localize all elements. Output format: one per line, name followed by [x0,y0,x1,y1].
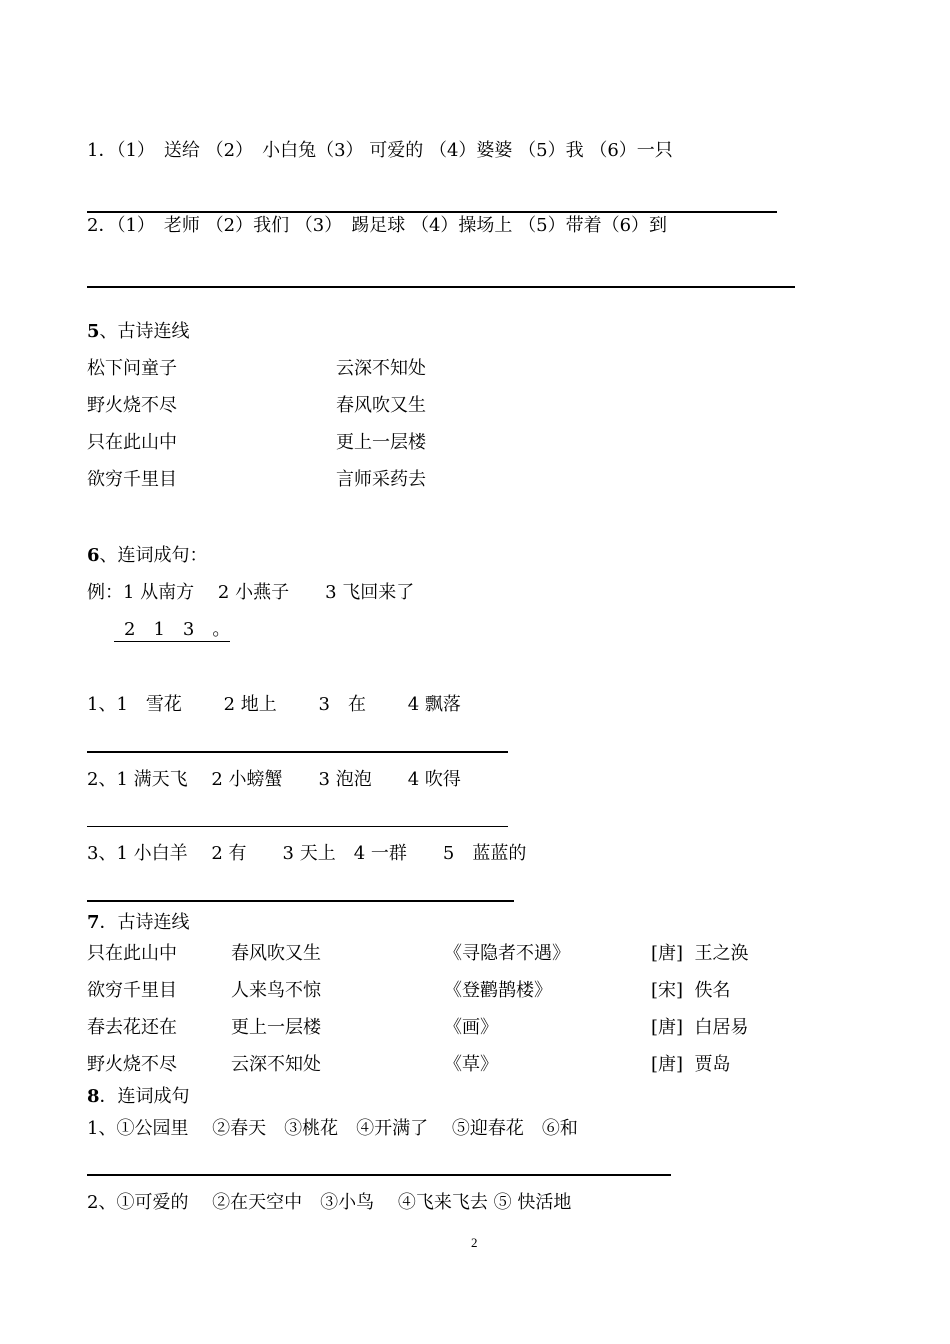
page-number: 2 [471,1235,478,1250]
poem-left-line: 野火烧不尽 [87,395,177,416]
poem-line: 春去花还在 [87,1017,177,1038]
section-number: 6 [87,545,100,566]
poem-title: 《草》 [444,1054,498,1075]
example-answer-underline [114,641,230,642]
section-8-heading [87,1086,190,1108]
section-number: 8 [87,1086,100,1107]
section-number: 7 [87,912,100,933]
reorder-question: 1、1 雪花 2 地上 3 在 4 飘落 [87,694,461,715]
poem-right-line: 云深不知处 [336,358,426,379]
reorder-question: 2、①可爱的 ②在天空中 ③小鸟 ④飞来飞去 ⑤ 快活地 [87,1192,572,1213]
poem-line: 更上一层楼 [231,1017,321,1038]
example-line: 例：1 从南方 2 小燕子 3 飞回来了 [87,582,415,603]
answer-line [87,211,777,213]
section-title: ．连词成句 [99,1086,190,1107]
poem-line: 只在此山中 [87,943,177,964]
poem-author: [宋] 佚名 [651,980,731,1001]
answer-line [87,751,508,753]
reorder-question: 1、①公园里 ②春天 ③桃花 ④开满了 ⑤迎春花 ⑥和 [87,1118,578,1139]
poem-title: 《寻隐者不遇》 [444,943,570,964]
poem-line: 人来鸟不惊 [231,980,321,1001]
poem-line: 春风吹又生 [231,943,321,964]
poem-left-line: 只在此山中 [87,432,177,453]
poem-right-line: 更上一层楼 [336,432,426,453]
section-6-heading [87,545,208,567]
answer-line [87,1174,671,1176]
poem-author: [唐] 贾岛 [651,1054,731,1075]
poem-line: 云深不知处 [231,1054,321,1075]
reorder-item-1: 1．（1） 送给 （2） 小白兔（3） 可爱的 （4）婆婆 （5）我 （6）一只 [87,140,673,161]
poem-title: 《登鹳鹊楼》 [444,980,552,1001]
reorder-question: 3、1 小白羊 2 有 3 天上 4 一群 5 蓝蓝的 [87,843,527,864]
poem-right-line: 言师采药去 [336,469,426,490]
section-title: ．古诗连线 [99,912,190,933]
poem-line: 野火烧不尽 [87,1054,177,1075]
section-7-heading [87,912,190,934]
reorder-item-2: 2．（1） 老师 （2）我们 （3） 踢足球 （4）操场上 （5）带着（6）到 [87,215,668,236]
poem-title: 《画》 [444,1017,498,1038]
example-answer: 2 1 3 。 [124,619,231,640]
answer-line [87,286,795,288]
section-5-heading [87,321,190,343]
section-title: 、古诗连线 [99,321,190,342]
answer-line [87,826,508,827]
poem-author: [唐] 白居易 [651,1017,749,1038]
poem-left-line: 松下问童子 [87,358,177,379]
answer-line [87,900,514,902]
section-number: 5 [87,321,100,342]
poem-line: 欲穷千里目 [87,980,177,1001]
reorder-question: 2、1 满天飞 2 小螃蟹 3 泡泡 4 吹得 [87,769,461,790]
poem-author: [唐] 王之涣 [651,943,749,964]
poem-right-line: 春风吹又生 [336,395,426,416]
poem-left-line: 欲穷千里目 [87,469,177,490]
section-title: 、连词成句： [99,545,208,566]
